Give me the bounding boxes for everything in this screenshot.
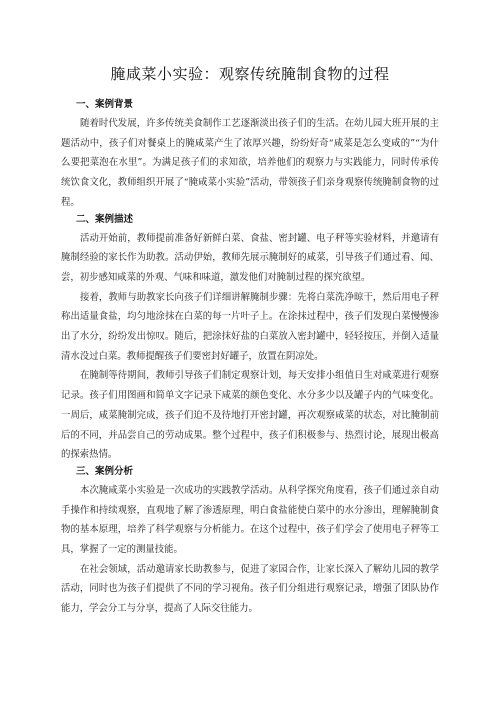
paragraph: 接着，教师与助教家长向孩子们详细讲解腌制步骤：先将白菜洗净晾干，然后用电子秤称出适量食盐，均匀地涂抹在白菜的每一片叶子上。在涂抹过程中，孩子们发现白菜慢慢渗出了水分，纷纷发出惊叹。随后，把涂抹好盐的白菜放入密封罐中，轻轻按压，并倒入适量清水没过白菜。教师提醒孩子们要密封好罐子，放置在阴凉处。: [61, 291, 439, 362]
section-heading-analysis: 三、案例分析: [76, 465, 134, 477]
section-heading-description: 二、案例描述: [76, 213, 134, 225]
paragraph: 在腌制等待期间，教师引导孩子们制定观察计划，每天安排小组值日生对咸菜进行观察记录。孩子们用图画和简单文字记录下咸菜的颜色变化、水分多少以及罐子内的气味变化。一周后，咸菜腌制完成，孩子们迫不及待地打开密封罐，再次观察咸菜的状态，对比腌制前后的不同，并品尝自己的劳动成果。整个过程中，孩子们积极参与、热烈讨论，展现出极高的探索热情。: [61, 370, 439, 461]
document-title: 腌咸菜小实验：观察传统腌制食物的过程: [110, 65, 390, 83]
paragraph: 随着时代发展，许多传统美食制作工艺逐渐淡出孩子们的生活。在幼儿园大班开展的主题活动中，孩子们对餐桌上的腌咸菜产生了浓厚兴趣，纷纷好奇“咸菜是怎么变咸的”“为什么要把菜泡在水里”。为满足孩子们的求知欲，培养他们的观察力与实践能力，同时传承传统饮食文化，教师组织开展了“腌咸菜小实验”活动，带领孩子们亲身观察传统腌制食物的过程。: [61, 118, 439, 208]
document-body: [61, 98, 439, 619]
section-heading-background: 一、案例背景: [76, 99, 134, 110]
paragraph: 在社会领域，活动邀请家长助教参与，促进了家园合作，让家长深入了解幼儿园的教学活动，同时也为孩子们提供了不同的学习视角。孩子们分组进行观察记录，增强了团队协作能力，学会分工与分享，提高了人际交往能力。: [61, 563, 439, 615]
paragraph: 活动开始前，教师提前准备好新鲜白菜、食盐、密封罐、电子秤等实验材料，并邀请有腌制经验的家长作为助教。活动伊始，教师先展示腌制好的咸菜，引导孩子们通过看、闻、尝，初步感知咸菜的外观、气味和味道，激发他们对腌制过程的探究欲望。: [61, 232, 439, 283]
paragraph: 本次腌咸菜小实验是一次成功的实践教学活动。从科学探究角度看，孩子们通过亲自动手操作和持续观察，直观地了解了渗透原理，明白食盐能使白菜中的水分渗出，理解腌制食物的基本原理，培养了科学观察与分析能力。在这个过程中，孩子们学会了使用电子秤等工具，掌握了一定的测量技能。: [61, 484, 439, 556]
